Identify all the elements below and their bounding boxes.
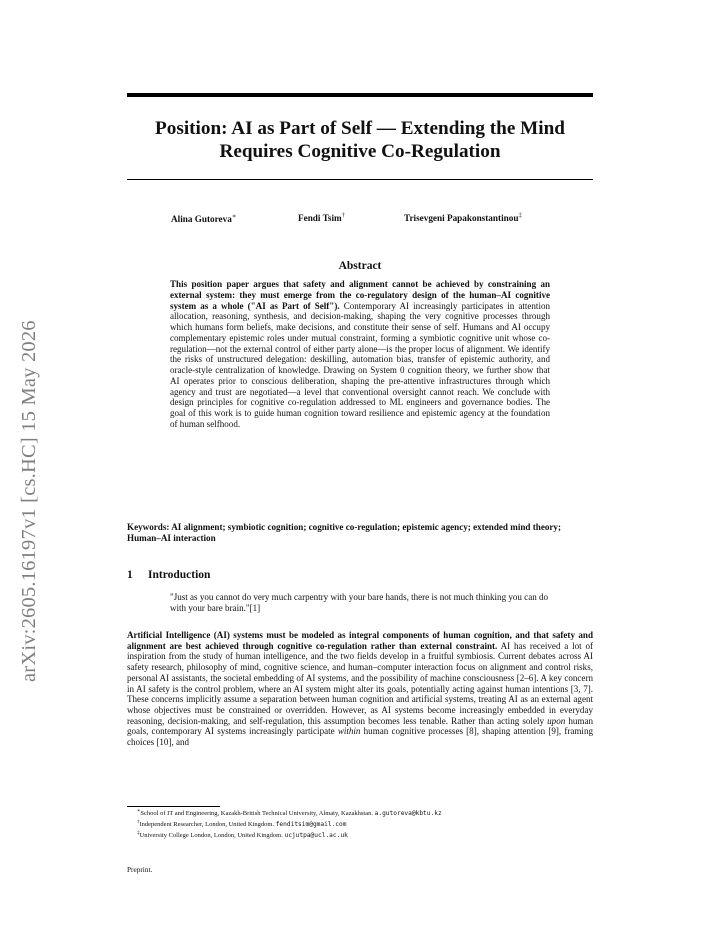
author-2-mark: † [341,212,345,219]
paper-title [127,117,593,163]
intro-part-2: human goals, contemporary AI systems increasingly participate [127,715,593,737]
title-line-2: Requires Cognitive Co-Regulation [219,141,501,162]
intro-emphasis-1: upon [547,715,566,726]
footnote-2-email: fenditsim@gmail.com [275,820,347,828]
section-title: Introduction [148,569,211,581]
footnote-2: †Independent Researcher, London, United Kingdom. fenditsim@gmail.com [137,819,347,828]
preprint-label: Preprint. [127,865,153,874]
author-2: Fendi Tsim† [298,212,345,224]
abstract-text [170,279,550,430]
section-number: 1 [127,569,133,581]
footnote-3-email: ucjutpa@ucl.ac.uk [284,831,348,839]
intro-part-1: AI has received a lot of inspiration from the study of human intelligence, and the two fields develop in a fruitful symbiosis. Current debates across AI safety research, philosophy of mind, cognitive science, and human–computer interaction focus on alignment and control risks, personal AI assistants, the societal embedding of AI systems, and the possibility of machine consciousness [2–6]. A key concern in AI safety is the control problem, where an AI system might alter its goals, potentially acting against human intentions [3, 7]. These concerns implicitly assume a separation between human cognition and artificial systems, treating AI as an external agent whose objectives must be constrained or overridden. However, as AI systems become increasingly embedded in everyday reasoning, decision-making, and self-regulation, this assumption becomes less tenable. Rather than acting solely [127,640,593,726]
author-1: Alina Gutoreva∗ [171,213,237,225]
author-3: Trisevgeni Papakonstantinou‡ [404,212,522,224]
intro-emphasis-2: within [337,726,361,737]
abstract-heading: Abstract [338,260,382,272]
title-bottom-rule [127,179,593,180]
title-line-1: Position: AI as Part of Self — Extending the Mind [155,118,565,139]
footnote-3: ‡University College London, London, United Kingdom. ucjutpa@ucl.ac.uk [137,830,348,839]
intro-lead: Artificial Intelligence (AI) systems must be modeled as integral components of human cognition, and that safety and alignment are best achieved through cognitive co-regulation rather than external constraint. [127,630,593,651]
intro-part-3: human cognitive processes [8], shaping attention [9], framing choices [10], and [127,726,593,748]
keywords: Keywords: AI alignment; symbiotic cognition; cognitive co-regulation; epistemic agency; extended mind theory; Human–AI interaction [127,522,562,543]
title-top-rule [127,93,593,97]
epigraph-quote: "Just as you cannot do very much carpentry with your bare hands, there is not much thinking you can do with your bare brain."[1] [170,592,549,613]
section-heading [127,569,210,581]
footnote-1: ∗School of IT and Engineering, Kazakh-British Technical University, Almaty, Kazakhstan. a.gutoreva@kbtu.kz [137,809,442,818]
author-list [0,212,720,226]
introduction-paragraph [127,630,593,748]
footnote-rule [127,806,220,807]
footnotes [127,808,597,840]
author-1-mark: ∗ [231,213,237,220]
arxiv-identifier: arXiv:2605.16197v1 [cs.HC] 15 May 2026 [18,320,40,682]
author-3-mark: ‡ [518,212,522,219]
abstract-body: Contemporary AI increasingly participates in attention allocation, reasoning, synthesis, and decision-making, shaping the very cognitive processes through which humans form beliefs, make decisions, and constitute their sense of self. Humans and AI occupy complementary epistemic roles under mutual constraint, forming a symbiotic cognitive unit whose co-regulation—not the external control of either party alone—is the proper locus of alignment. We identify the risks of unstructured delegation: deskilling, automation bias, transfer of epistemic authority, and oracle-style centralization of knowledge. Drawing on System 0 cognition theory, we further show that AI operates prior to conscious deliberation, shaping the pre-attentive infrastructures through which agency and trust are negotiated—a level that conventional oversight cannot reach. We conclude with design principles for cognitive co-regulation addressed to ML engineers and governance bodies. The goal of this work is to guide human cognition toward resilience and epistemic agency at the foundation of human selfhood. [170,300,551,429]
abstract-lead: This position paper argues that safety and alignment cannot be achieved by constraining an external system: they must emerge from the co-regulatory design of the human–AI cognitive system as a whole ("AI as Part of Self"). [170,279,550,311]
footnote-1-email: a.gutoreva@kbtu.kz [374,810,442,818]
